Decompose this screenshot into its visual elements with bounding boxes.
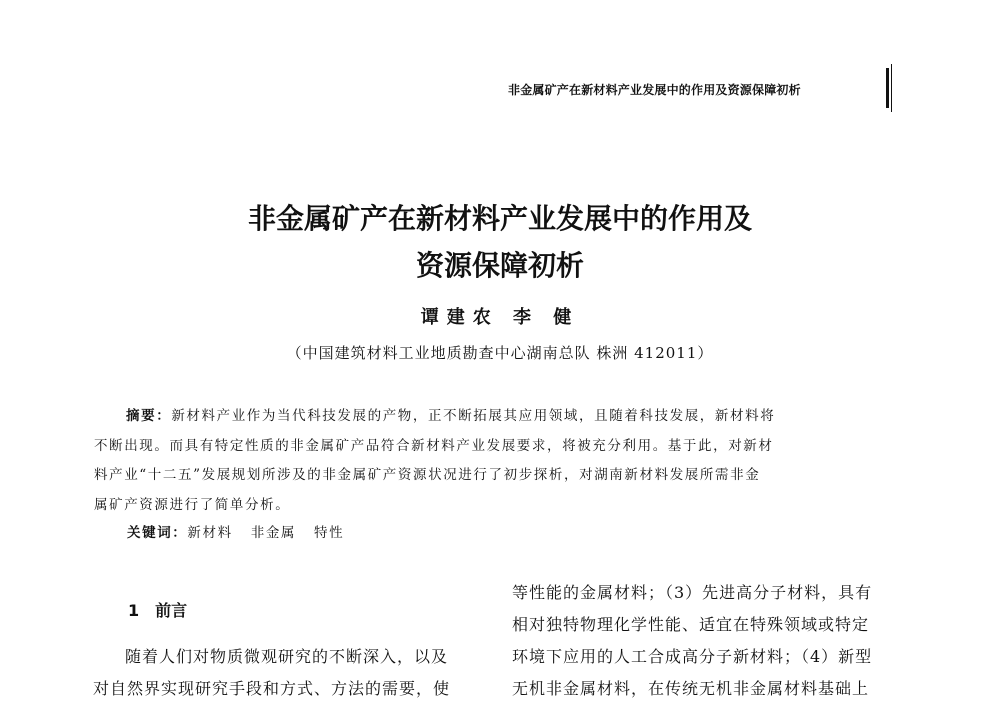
body-line: 等性能的金属材料；（3）先进高分子材料，具有: [512, 583, 873, 602]
body-line: 随着人们对物质微观研究的不断深入，以及: [125, 647, 449, 666]
body-line: 相对独特物理化学性能、适宜在特殊领域或特定: [512, 615, 870, 634]
keyword: 新材料: [187, 525, 233, 541]
paper-title-line-2: 资源保障初析: [415, 249, 584, 282]
abstract-line: 属矿产资源进行了简单分析。: [94, 496, 291, 513]
section-title: 前言: [155, 601, 188, 620]
abstract-label: 摘要：: [126, 408, 172, 424]
header-rule: [886, 68, 889, 108]
keyword: 非金属: [250, 525, 297, 541]
abstract-text: 新材料产业作为当代科技发展的产物，正不断拓展其应用领域，且随着科技发展，新材料将: [171, 408, 776, 424]
body-line: 无机非金属材料，在传统无机非金属材料基础上: [512, 679, 870, 698]
body-line: 对自然界实现研究手段和方式、方法的需要，使: [93, 679, 451, 698]
abstract-line: [94, 402, 900, 432]
header-rule-thin: [891, 64, 892, 112]
abstract-line: 不断出现。而具有特定性质的非金属矿产品符合新材料产业发展要求，将被充分利用。基于此，对新材: [94, 437, 774, 454]
affiliation: （中国建筑材料工业地质勘查中心湖南总队 株洲 412011）: [286, 344, 714, 362]
keywords: [127, 521, 344, 541]
section-heading: [128, 598, 187, 621]
running-header: 非金属矿产在新材料产业发展中的作用及资源保障初析: [508, 83, 801, 97]
abstract: [94, 402, 900, 520]
paper-title-line-1: 非金属矿产在新材料产业发展中的作用及: [247, 202, 752, 235]
authors: 谭建农 李 健: [420, 307, 580, 328]
keywords-label: 关键词：: [127, 525, 188, 541]
abstract-line: 料产业“十二五”发展规划所涉及的非金属矿产资源状况进行了初步探析，对湖南新材料发展所需非金: [94, 467, 761, 483]
right-column-text: [512, 577, 900, 705]
left-column-text: [93, 641, 479, 705]
keyword: 特性: [314, 525, 345, 541]
section-number: 1: [128, 601, 140, 620]
body-line: 环境下应用的人工合成高分子新材料；（4）新型: [512, 647, 873, 666]
